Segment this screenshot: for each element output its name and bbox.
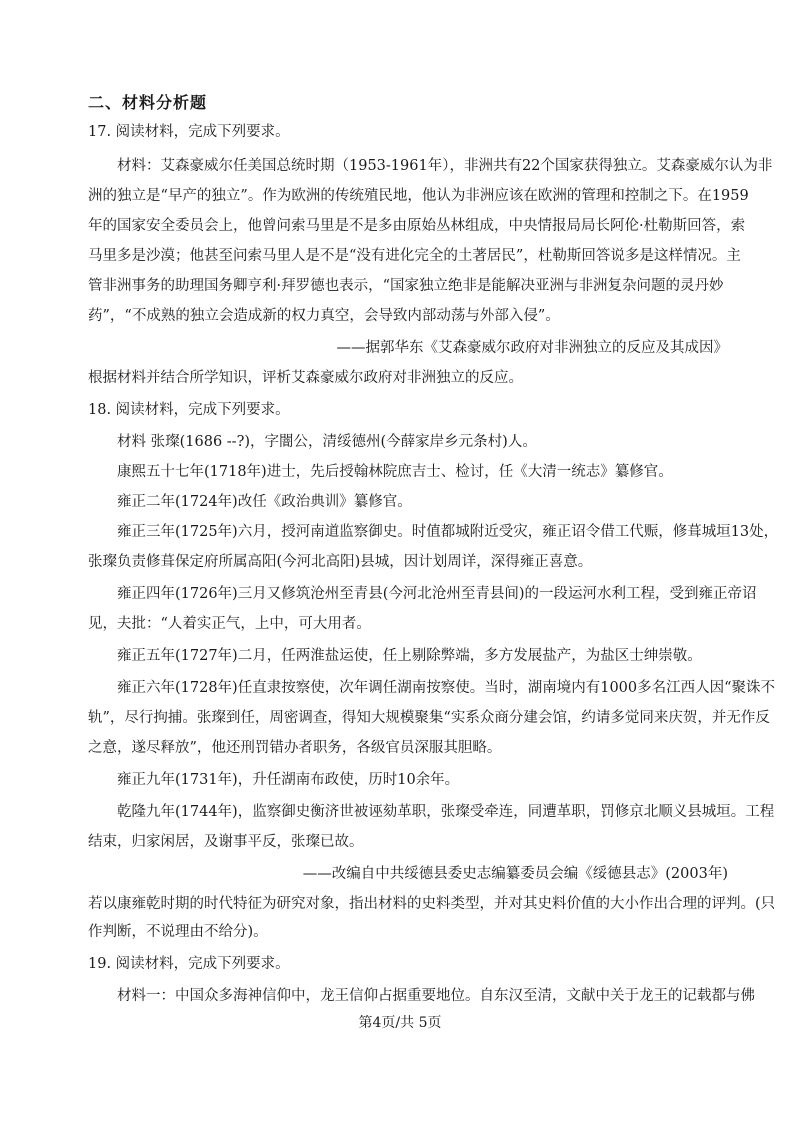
q19-material-line: 材料一：中国众多海神信仰中，龙王信仰占据重要地位。自东汉至清，文献中关于龙王的记载都与佛	[117, 988, 755, 1004]
q18-material-line: 雍正二年(1724年)改任《政治典训》纂修官。	[117, 494, 412, 510]
q18-material-line: 雍正六年(1728年)任直隶按察使，次年调任湖南按察使。当时，湖南境内有1000多名江西人因“聚诛不	[117, 680, 776, 696]
q18-material-line: 雍正四年(1726年)三月又修筑沧州至青县(今河北沧州至青县间)的一段运河水利工程，受到雍正帝诏	[117, 586, 757, 602]
q18-material-line: 雍正三年(1725年)六月，授河南道监察御史。时值都城附近受灾，雍正诏令借工代赈，修葺城垣13处，	[117, 524, 779, 540]
q17-material-line: 药”，“不成熟的独立会造成新的权力真空，会导致内部动荡与外部入侵”。	[88, 308, 560, 324]
section-title: 二、材料分析题	[88, 93, 208, 112]
q17-task: 根据材料并结合所学知识，评析艾森豪威尔政府对非洲独立的反应。	[88, 370, 523, 386]
q17-material-line: 材料：艾森豪威尔任美国总统时期（1953-1961年），非洲共有22个国家获得独立。艾森豪威尔认为非	[117, 158, 773, 174]
q18-material-line: 雍正五年(1727年)二月，任两淮盐运使，任上剔除弊端，多方发展盐产，为盐区士绅崇敬。	[117, 648, 702, 664]
q17-heading: 17. 阅读材料，完成下列要求。	[88, 124, 290, 140]
q17-material-line: 管非洲事务的助理国务卿亨利·拜罗德也表示，“国家独立绝非是能解决亚洲与非洲复杂问题的灵丹妙	[88, 278, 724, 294]
q18-material-line: 张璨负责修葺保定府所属高阳(今河北高阳)县城，因计划周详，深得雍正喜意。	[88, 554, 593, 570]
q18-task: 作判断，不说理由不给分)。	[88, 924, 268, 940]
q18-material-line: 之意，遂尽释放”，他还刑罚错办者职务，各级官员深服其胆略。	[88, 740, 502, 756]
q17-material-line: 年的国家安全委员会上，他曾问索马里是不是多由原始丛林组成，中央情报局局长阿伦·杜勒斯回答，索	[88, 218, 746, 234]
q17-material-line: 马里多是沙漠；他甚至问索马里人是不是“没有进化完全的土著居民”，杜勒斯回答说多是这样情况。主	[88, 248, 741, 264]
q18-material-line: 见，夫批：“人着实正气，上中，可大用者。	[88, 616, 371, 632]
q18-heading: 18. 阅读材料，完成下列要求。	[88, 402, 290, 418]
q18-material-line: 乾隆九年(1744年)，监察御史衡济世被诬劾革职，张璨受牵连，同遭革职，罚修京北顺义县城垣。工程	[117, 804, 775, 820]
q17-source: ——据郭华东《艾森豪威尔政府对非洲独立的反应及其成因》	[336, 340, 728, 356]
q18-source: ——改编自中共绥德县委史志编纂委员会编《绥德县志》(2003年)	[302, 866, 728, 882]
q18-material-line: 结束，归家闲居，及谢事平反，张璨已故。	[88, 834, 364, 850]
q18-material-line: 雍正九年(1731年)，升任湖南布政使，历时10余年。	[117, 772, 460, 788]
q18-material-line: 康熙五十七年(1718年)进士，先后授翰林院庶吉士、检讨，任《大清一统志》纂修官。	[117, 464, 673, 480]
q18-material-line: 材料 张璨(1686 --?)，字闇公，清绥德州(今薛家岸乡元条村)人。	[117, 434, 537, 450]
page-number: 第4页/共 5页	[358, 1015, 442, 1031]
q18-material-line: 轨”，尽行拘捕。张璨到任，周密调查，得知大规模聚集“实系众商分建会馆，约请多觉同来庆贺，并无作反	[88, 710, 770, 726]
q18-task: 若以康雍乾时期的时代特征为研究对象，指出材料的史料类型，并对其史料价值的大小作出合理的评判。(只	[88, 896, 776, 912]
q19-heading: 19. 阅读材料，完成下列要求。	[88, 956, 290, 972]
q17-material-line: 洲的独立是“早产的独立”。作为欧洲的传统殖民地，他认为非洲应该在欧洲的管理和控制之下。在1959	[88, 188, 749, 204]
